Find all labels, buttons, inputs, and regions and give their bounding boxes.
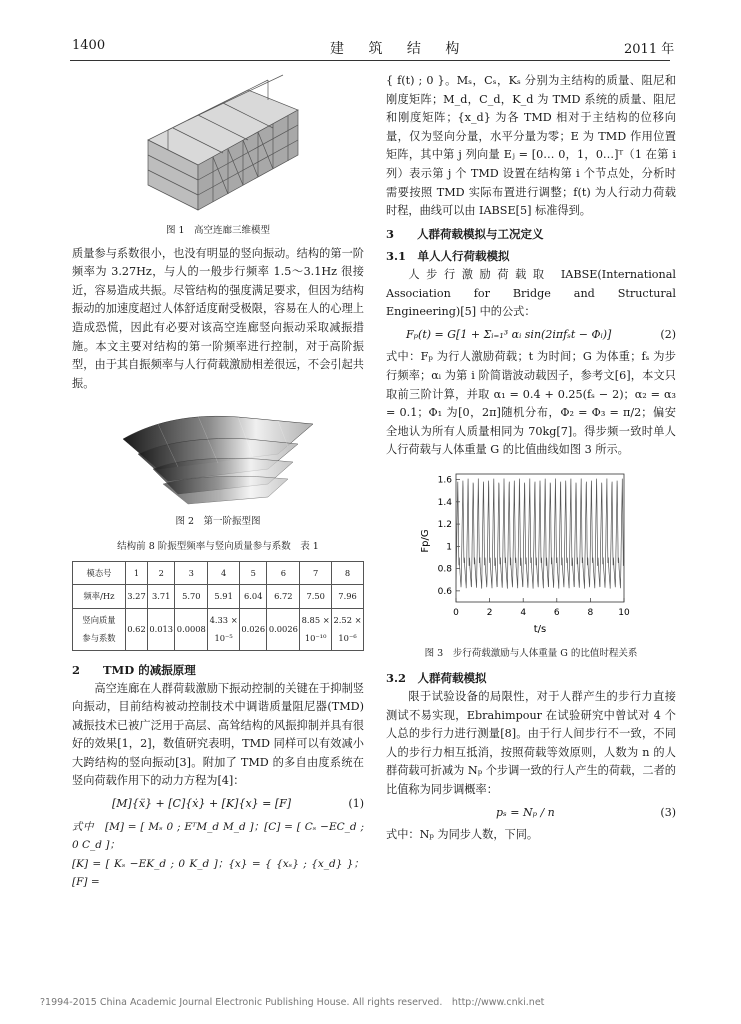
cell-line: 10⁻⁶: [338, 633, 357, 644]
table-cell: [148, 608, 175, 650]
paragraph-resonance: 质量参与系数很小，也没有明显的竖向振动。结构的第一阶频率为 3.27Hz，与人的一般步行频率 1.5～3.1Hz 很接近，容易造成共振。尽管结构的强度满足要求，但因为结构振动的加速度超过人体舒适度耐受极限，容易在人的心理上造成恐慌，因此有必要对该高空连廊竖向振动采取减振措施。本文主要对结构的第一阶频率进行控制，对于高阶振型，由于其自振频率与人行荷载激励相差很远，不会引起共振。: [72, 246, 364, 390]
table-cell: [267, 608, 300, 650]
cell-line: 0.62: [127, 624, 146, 635]
figure-1-caption: 图 1 高空连廊三维模型: [165, 225, 271, 236]
header-rule: [70, 60, 670, 61]
section-3-1-title: 3.1 单人人行荷载模拟: [386, 249, 510, 264]
table-1-modal-frequencies: [72, 561, 364, 651]
paragraph-crowd-load: 限于试验设备的局限性，对于人群产生的步行力直接测试不易实现，Ebrahimpour 在试验研究中曾试对 4 个人总的步行力进行测量[8]。由于行人间步行不一致，不同人的步行力相互抵消，按照荷载等效原则，人数为 n 的人群荷载可折减为 Nₚ 个步调一致的行人产生的荷载，二者的比值称为同步调概率：: [386, 690, 676, 797]
paragraph-tmd-principle: 高空连廊在人群荷载激励下振动控制的关键在于抑制竖向振动，目前结构被动控制技术中调谐质量阻尼器(TMD)减振技术已被广泛用于高层、高耸结构的风振抑制并具有很好的效果[1，2]，数值研究表明，TMD 同样可以有效减小大跨结构的竖向振动[3]。附加了 TMD 的多自由度系统在竖向荷载作用下的动力方程为[4]：: [72, 681, 364, 788]
equation-matrices-kx: [K] = [ Kₛ −EK_d ; 0 K_d ]；{x} = { {xₛ} ; {x_d} }；[F] =: [72, 857, 364, 889]
equation-matrices-mc: 式中 [M] = [ Mₛ 0 ; EᵀM_d M_d ]；[C] = [ Cₛ −EC_d ; 0 C_d ]；: [72, 820, 364, 852]
chart-x-tick-label: 2: [486, 607, 493, 618]
figure-3-caption: 图 3 步行荷载激励与人体重量 G 的比值时程关系: [424, 647, 638, 659]
equation-3-body: pₛ = Nₚ / n: [496, 805, 555, 819]
section-3-2-title: 3.2 人群荷载模拟: [386, 671, 487, 686]
cell-line: 0.026: [241, 624, 266, 635]
chart-x-tick-label: 10: [618, 607, 630, 618]
paragraph-iabse-load: 人步行激励荷载取 IABSE(International Association for Bridge and Structural Engineering)[5] 中的公式：: [386, 267, 676, 319]
table-cell: 7.50: [300, 585, 332, 609]
figure-2-caption: 图 2 第一阶振型图: [175, 516, 261, 528]
table-cell: 3: [175, 561, 208, 585]
left-column: [72, 70, 364, 892]
copyright-footer: ?1994-2015 China Academic Journal Electronic Publishing House. All rights reserved. http://www.cnki.net: [40, 997, 545, 1008]
paragraph-matrix-definitions: { f(t) ; 0 }。Mₛ，Cₛ，Kₛ 分别为主结构的质量、阻尼和刚度矩阵；M_d，C_d，K_d 为 TMD 系统的质量、阻尼和刚度矩阵；{x_d} 为各 TMD 相对于主结构的位移向量，仅为竖向分量，水平分量为零；E 为 TMD 作用位置矩阵，其中第 j 列向量 Eⱼ = [0… 0，1，0…]ᵀ（1 在第 i 列）表示第 j 个 TMD 设置在结构第 i 个节点处，分析时需要按照 TMD 实际布置进行调整；f(t) 为人行动力荷载时程，曲线可以由 IABSE[5] 标准得到。: [386, 74, 676, 218]
table-cell: 5.70: [175, 585, 208, 609]
figure-2-mode-shape: [118, 399, 318, 509]
paragraph-sync-people: 式中：Nₚ 为同步人数，下同。: [386, 828, 539, 842]
figure-1-3d-model: [128, 70, 308, 218]
table-cell: 7: [300, 561, 332, 585]
row-label-line: 参与系数: [82, 633, 116, 644]
table-cell: 6: [267, 561, 300, 585]
table-cell: [332, 608, 364, 650]
cell-line: 10⁻¹⁰: [304, 633, 327, 644]
table-header-row: [73, 561, 364, 585]
chart-x-tick-label: 4: [520, 607, 527, 618]
equation-2-number: (2): [660, 327, 676, 341]
table-row-frequency: [73, 585, 364, 609]
table-cell: [300, 608, 332, 650]
table-cell: [73, 608, 126, 650]
cell-line: 0.013: [149, 624, 174, 635]
chart-x-tick-label: 8: [587, 607, 594, 618]
chart-y-label: Fp/G: [420, 529, 431, 553]
chart-y-tick-label: 1.6: [437, 475, 452, 486]
cell-line: 10⁻⁵: [214, 633, 233, 644]
table-cell: 1: [126, 561, 148, 585]
table-cell: 6.72: [267, 585, 300, 609]
table-cell: [208, 608, 240, 650]
table-cell: [175, 608, 208, 650]
table-cell: 8: [332, 561, 364, 585]
page-number: 1400: [72, 38, 106, 53]
equation-3-number: (3): [660, 805, 676, 819]
equation-2-body: Fₚ(t) = G[1 + Σᵢ₌₁³ αᵢ sin(2iπfₛt − Φᵢ)]: [406, 327, 612, 341]
table-cell: 模态号: [73, 561, 126, 585]
equation-1: [72, 795, 364, 814]
table-cell: 6.04: [240, 585, 267, 609]
equation-1-number: (1): [348, 797, 364, 811]
cell-line: 2.52 ×: [333, 614, 362, 625]
chart-x-tick-label: 0: [453, 607, 459, 618]
chart-y-tick-label: 1: [446, 542, 452, 553]
table-cell: 5: [240, 561, 267, 585]
table-cell: 7.96: [332, 585, 364, 609]
chart-x-tick-label: 6: [553, 607, 560, 618]
right-column: [386, 72, 676, 845]
journal-title: 建 筑 结 构: [330, 41, 470, 57]
chart-y-tick-label: 0.6: [437, 586, 452, 597]
cell-line: 8.85 ×: [301, 614, 330, 625]
cell-line: 0.0008: [176, 624, 206, 635]
row-label-line: 竖向质量: [82, 614, 116, 625]
table-cell: 5.91: [208, 585, 240, 609]
table-cell: 3.71: [148, 585, 175, 609]
figure-3-chart: [386, 466, 676, 641]
table-1-title: 结构前 8 阶振型频率与竖向质量参与系数 表 1: [117, 540, 319, 552]
journal-year: 2011 年: [624, 42, 675, 57]
chart-y-tick-label: 0.8: [437, 564, 452, 575]
equation-2: [386, 326, 676, 345]
table-cell: 3.27: [126, 585, 148, 609]
cell-line: 0.0026: [268, 624, 298, 635]
table-cell: 频率/Hz: [73, 585, 126, 609]
table-cell: [240, 608, 267, 650]
cell-line: 4.33 ×: [209, 614, 238, 625]
section-3-title: 3 人群荷载模拟与工况定义: [386, 226, 544, 241]
chart-y-tick-label: 1.4: [437, 497, 452, 508]
equation-3: [386, 804, 676, 823]
table-cell: 2: [148, 561, 175, 585]
paragraph-load-parameters: 式中：Fₚ 为行人激励荷载；t 为时间；G 为体重；fₛ 为步行频率；αᵢ 为第 i 阶简谐波动载因子，参考文[6]，本文只取前三阶计算，并取 α₁ = 0.4 + 0.25(fₛ − 2)；α₂ = α₃ = 0.1；Φ₁ 为[0，2π]随机分布，Φ₂ = Φ₃ = π/2；偏安全地认为所有人质量相同为 70kg[7]。得步频一致时单人人行荷载与人体重量 G 的比值曲线如图 3 所示。: [386, 350, 676, 457]
section-2-title: 2 TMD 的减振原理: [72, 662, 196, 677]
chart-series-fp-g: [456, 478, 624, 588]
equation-1-body: [M]{ẍ} + [C]{ẋ} + [K]{x} = [F]: [112, 797, 292, 811]
table-cell: 4: [208, 561, 240, 585]
table-row-mass-participation: [73, 608, 364, 650]
table-cell: [126, 608, 148, 650]
chart-x-label: t/s: [533, 623, 547, 635]
chart-y-tick-label: 1.2: [437, 519, 452, 530]
